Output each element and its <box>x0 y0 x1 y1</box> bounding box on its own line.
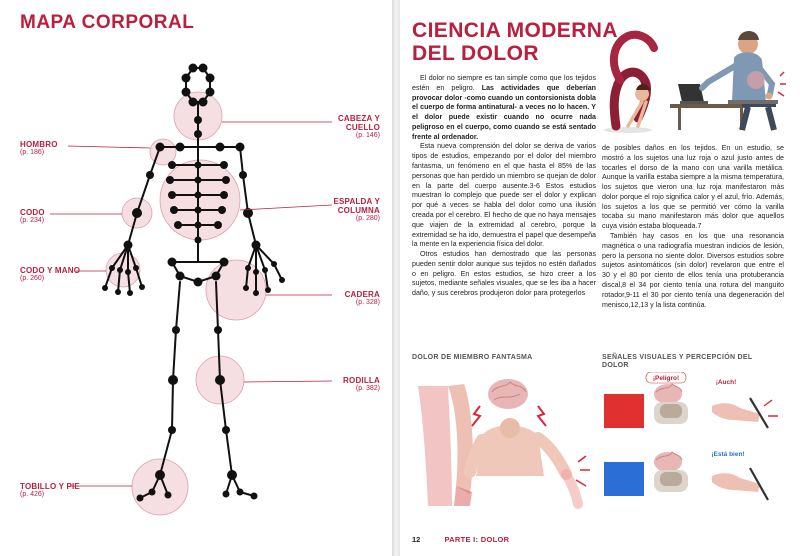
phantom-limb-heading: DOLOR DE MIEMBRO FANTASMA <box>412 354 533 361</box>
bubble-esta-bien: ¡Está bien! <box>711 451 745 458</box>
label-espalda-columna[interactable]: ESPALDA Y COLUMNA (p. 280) <box>333 197 380 223</box>
label-cadera[interactable]: CADERA (p. 328) <box>344 290 380 307</box>
text-column-1: El dolor no siempre es tan simple como que los tejidos estén en peligro. Las actividades que deberían provocar dolor -como cuando un contorsionista dobla el cuerpo de forma antinatural- a veces no lo hacen. Y el dolor puede existir cuando no ocurre nada peligroso en el cuerpo, como cuando se está sentado frente al ordenador. Esta nueva comprensión del dolor se deriva de varios tipos de estudios, empezando por el dolor del miembro fantasma, un fenómeno en el que hasta el 85% de las personas que han perdido un miembro se quejan de dolor en la parte del cuerpo ausente.3-6 Estos estudios muestran lo complejo que puede ser el dolor y explican por qué a veces se habla del dolor como una ilusión creada por el cerebro. El hecho de que no haya mensajes que viajen de la extremidad al cerebro, porque la extremidad se ha ido, demuestra el papel que desempeña la mente en la experiencia física del dolor. Otros estudios han demostrado que las personas pueden sentir dolor aunque sus tejidos no estén dañados o en peligro. En estos estudios, se hizo creer a los sujetos, mediante señales visuales, que se les iba a hacer daño, y sus cerebros produjeron dolor para protegerlos <box>412 74 596 298</box>
body-map-title: MAPA CORPORAL <box>20 12 195 33</box>
contortionist-figure <box>604 35 654 133</box>
region-circle-torso <box>160 160 240 240</box>
region-circle-foot <box>132 459 188 515</box>
phantom-limb-illustration <box>410 366 596 516</box>
page-number: 12 <box>412 535 421 544</box>
text-column-2: de posibles daños en los tejidos. En un estudio, se mostró a los sujetos una luz roja o azul justo antes de tocarles el dorso de la mano con una varilla metálica. Aunque la varilla estaba siempre a la misma temperatura, los sujetos que vieron una luz roja manifestaron más dolor porque el rojo significa calor y el azul, frío. Además, los sujetos a los que se permitió ver cómo la varilla tocaba su mano manifestaron más dolor que aquellos cuya visión estaba bloqueada.7 También hay casos en los que una resonancia magnética o una radiografía muestran indicios de lesión, pero la persona no siente dolor. Diversos estudios sobre sujetos asintomáticos (sin dolor) revelaron que entre el 30 y el 80 por ciento de ellos tenía una protuberancia discal,8 el 34 por ciento tenía una rotura del manguito rotador,9-11 el 30 por ciento tenía una degeneración del menisco,12,13 y la lista continúa. <box>602 144 784 309</box>
bubble-peligro: ¡Peligro! <box>652 375 680 382</box>
label-tobillo-pie[interactable]: TOBILLO Y PIE (p. 426) <box>20 482 80 499</box>
section-title: CIENCIA MODERNA DEL DOLOR <box>412 19 618 65</box>
label-rodilla[interactable]: RODILLA (p. 382) <box>343 376 380 393</box>
left-page <box>0 0 392 556</box>
label-cabeza-cuello[interactable]: CABEZA Y CUELLO (p. 146) <box>337 114 380 140</box>
label-hombro[interactable]: HOMBRO (p. 186) <box>20 140 58 157</box>
part-label: PARTE I: DOLOR <box>444 535 510 544</box>
page-footer <box>412 535 509 544</box>
visual-signals-heading: SEÑALES VISUALES Y PERCEPCIÓN DEL DOLOR <box>602 354 753 370</box>
label-codo[interactable]: CODO (p. 234) <box>20 208 45 225</box>
visual-signals-illustration <box>600 372 790 516</box>
label-codo-mano[interactable]: CODO Y MANO (p. 260) <box>20 266 81 283</box>
bubble-auch: ¡Auch! <box>715 379 737 386</box>
office-worker-figure <box>670 31 786 130</box>
book-gutter <box>392 0 400 556</box>
right-page <box>400 0 800 556</box>
contortionist-and-office-illustration <box>598 22 788 134</box>
